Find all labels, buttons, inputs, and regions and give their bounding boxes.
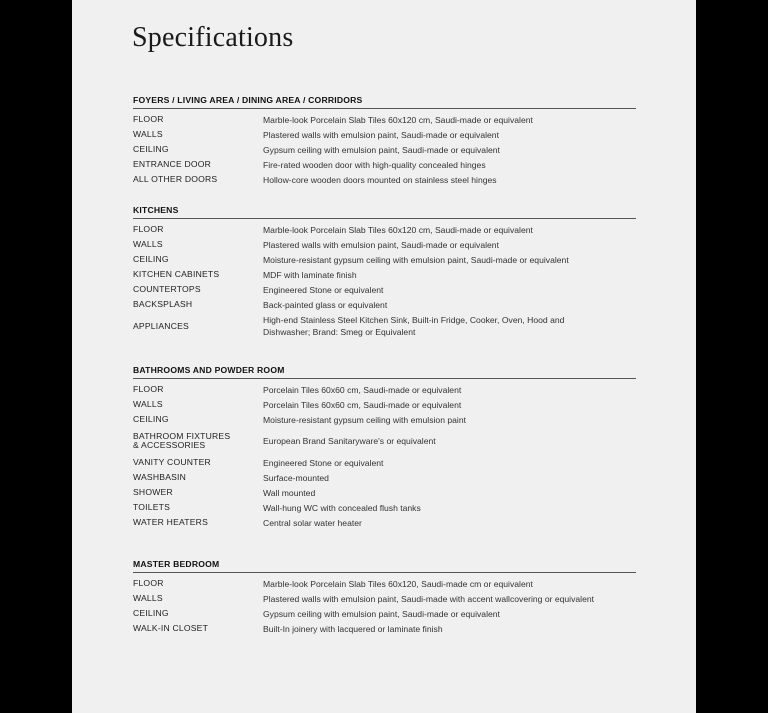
spec-row	[133, 515, 636, 530]
spec-row	[133, 621, 636, 636]
spec-row	[133, 252, 636, 267]
spec-value: Moisture-resistant gypsum ceiling with emulsion paint, Saudi-made or equivalent	[263, 254, 569, 265]
spec-value: Marble-look Porcelain Slab Tiles 60x120 cm, Saudi-made or equivalent	[263, 224, 533, 235]
spec-label: WATER HEATERS	[133, 517, 209, 527]
spec-value: Central solar water heater	[263, 517, 362, 528]
spec-row	[133, 500, 636, 515]
spec-row	[133, 485, 636, 500]
section-header: BATHROOMS AND POWDER ROOM	[133, 365, 636, 379]
spec-row	[133, 172, 636, 187]
spec-label: FLOOR	[133, 578, 164, 588]
spec-row	[133, 127, 636, 142]
spec-label: KITCHEN CABINETS	[133, 269, 220, 279]
spec-value: Marble-look Porcelain Slab Tiles 60x120 cm, Saudi-made or equivalent	[263, 114, 533, 125]
spec-value: Surface-mounted	[263, 472, 329, 483]
spec-row	[133, 397, 636, 412]
spec-value: Engineered Stone or equivalent	[263, 457, 384, 468]
spec-label: COUNTERTOPS	[133, 284, 201, 294]
spec-value: Fire-rated wooden door with high-quality concealed hinges	[263, 159, 486, 170]
spec-label: VANITY COUNTER	[133, 457, 211, 467]
section-header: MASTER BEDROOM	[133, 559, 636, 573]
spec-label: CEILING	[133, 254, 169, 264]
spec-label: BATHROOM FIXTURES & ACCESSORIES	[133, 431, 231, 450]
spec-value: Porcelain Tiles 60x60 cm, Saudi-made or equivalent	[263, 399, 462, 410]
spec-label: ALL OTHER DOORS	[133, 174, 218, 184]
spec-row	[133, 576, 636, 591]
spec-row	[133, 412, 636, 427]
spec-label: APPLIANCES	[133, 320, 189, 331]
spec-value: High-end Stainless Steel Kitchen Sink, Built-in Fridge, Cooker, Oven, Hood and Dishwasher; Brand: Smeg or Equivalent	[263, 315, 565, 337]
spec-value: European Brand Sanitaryware's or equivalent	[263, 436, 436, 446]
spec-value: Plastered walls with emulsion paint, Saudi-made with accent wallcovering or equivalent	[263, 593, 595, 604]
spec-value: Porcelain Tiles 60x60 cm, Saudi-made or equivalent	[263, 384, 462, 395]
spec-label: CEILING	[133, 414, 169, 424]
spec-value: Hollow-core wooden doors mounted on stainless steel hinges	[263, 174, 497, 185]
spec-row	[133, 267, 636, 282]
spec-value: Engineered Stone or equivalent	[263, 284, 384, 295]
spec-label: WALLS	[133, 593, 163, 603]
spec-label: WALK-IN CLOSET	[133, 623, 209, 633]
spec-row	[133, 237, 636, 252]
spec-value: Wall mounted	[263, 487, 316, 498]
spec-row	[133, 427, 636, 455]
spec-row	[133, 282, 636, 297]
section-header: KITCHENS	[133, 205, 636, 219]
spec-row	[133, 157, 636, 172]
spec-row	[133, 312, 636, 340]
spec-label: WALLS	[133, 129, 163, 139]
spec-row	[133, 222, 636, 237]
spec-row	[133, 297, 636, 312]
spec-value: Gypsum ceiling with emulsion paint, Saudi-made or equivalent	[263, 608, 500, 619]
spec-label: WALLS	[133, 239, 163, 249]
spec-value: Plastered walls with emulsion paint, Saudi-made or equivalent	[263, 239, 499, 250]
spec-label: WASHBASIN	[133, 472, 187, 482]
document-page	[72, 0, 696, 713]
spec-value: Plastered walls with emulsion paint, Saudi-made or equivalent	[263, 129, 499, 140]
spec-row	[133, 591, 636, 606]
spec-row	[133, 142, 636, 157]
spec-value: Gypsum ceiling with emulsion paint, Saudi-made or equivalent	[263, 144, 500, 155]
spec-label: FLOOR	[133, 114, 164, 124]
spec-label: WALLS	[133, 399, 163, 409]
spec-label: CEILING	[133, 144, 169, 154]
page-title: Specifications	[132, 22, 294, 53]
section-header: FOYERS / LIVING AREA / DINING AREA / CORRIDORS	[133, 95, 636, 109]
spec-row	[133, 455, 636, 470]
spec-label: TOILETS	[133, 502, 171, 512]
spec-label: CEILING	[133, 608, 169, 618]
spec-row	[133, 606, 636, 621]
spec-row	[133, 470, 636, 485]
spec-value: MDF with laminate finish	[263, 269, 357, 280]
spec-row	[133, 112, 636, 127]
spec-value: Wall-hung WC with concealed flush tanks	[263, 502, 421, 513]
section-master-bedroom	[133, 559, 636, 636]
section-foyers	[133, 95, 636, 187]
spec-label: FLOOR	[133, 224, 164, 234]
spec-value: Moisture-resistant gypsum ceiling with emulsion paint	[263, 414, 466, 425]
spec-row	[133, 382, 636, 397]
spec-value: Marble-look Porcelain Slab Tiles 60x120, Saudi-made cm or equivalent	[263, 578, 533, 589]
spec-label: BACKSPLASH	[133, 299, 193, 309]
spec-value: Built-In joinery with lacquered or laminate finish	[263, 623, 443, 634]
spec-value: Back-painted glass or equivalent	[263, 299, 388, 310]
spec-label: ENTRANCE DOOR	[133, 159, 212, 169]
section-bathrooms	[133, 365, 636, 530]
spec-label: FLOOR	[133, 384, 164, 394]
section-kitchens	[133, 205, 636, 340]
spec-label: SHOWER	[133, 487, 173, 497]
